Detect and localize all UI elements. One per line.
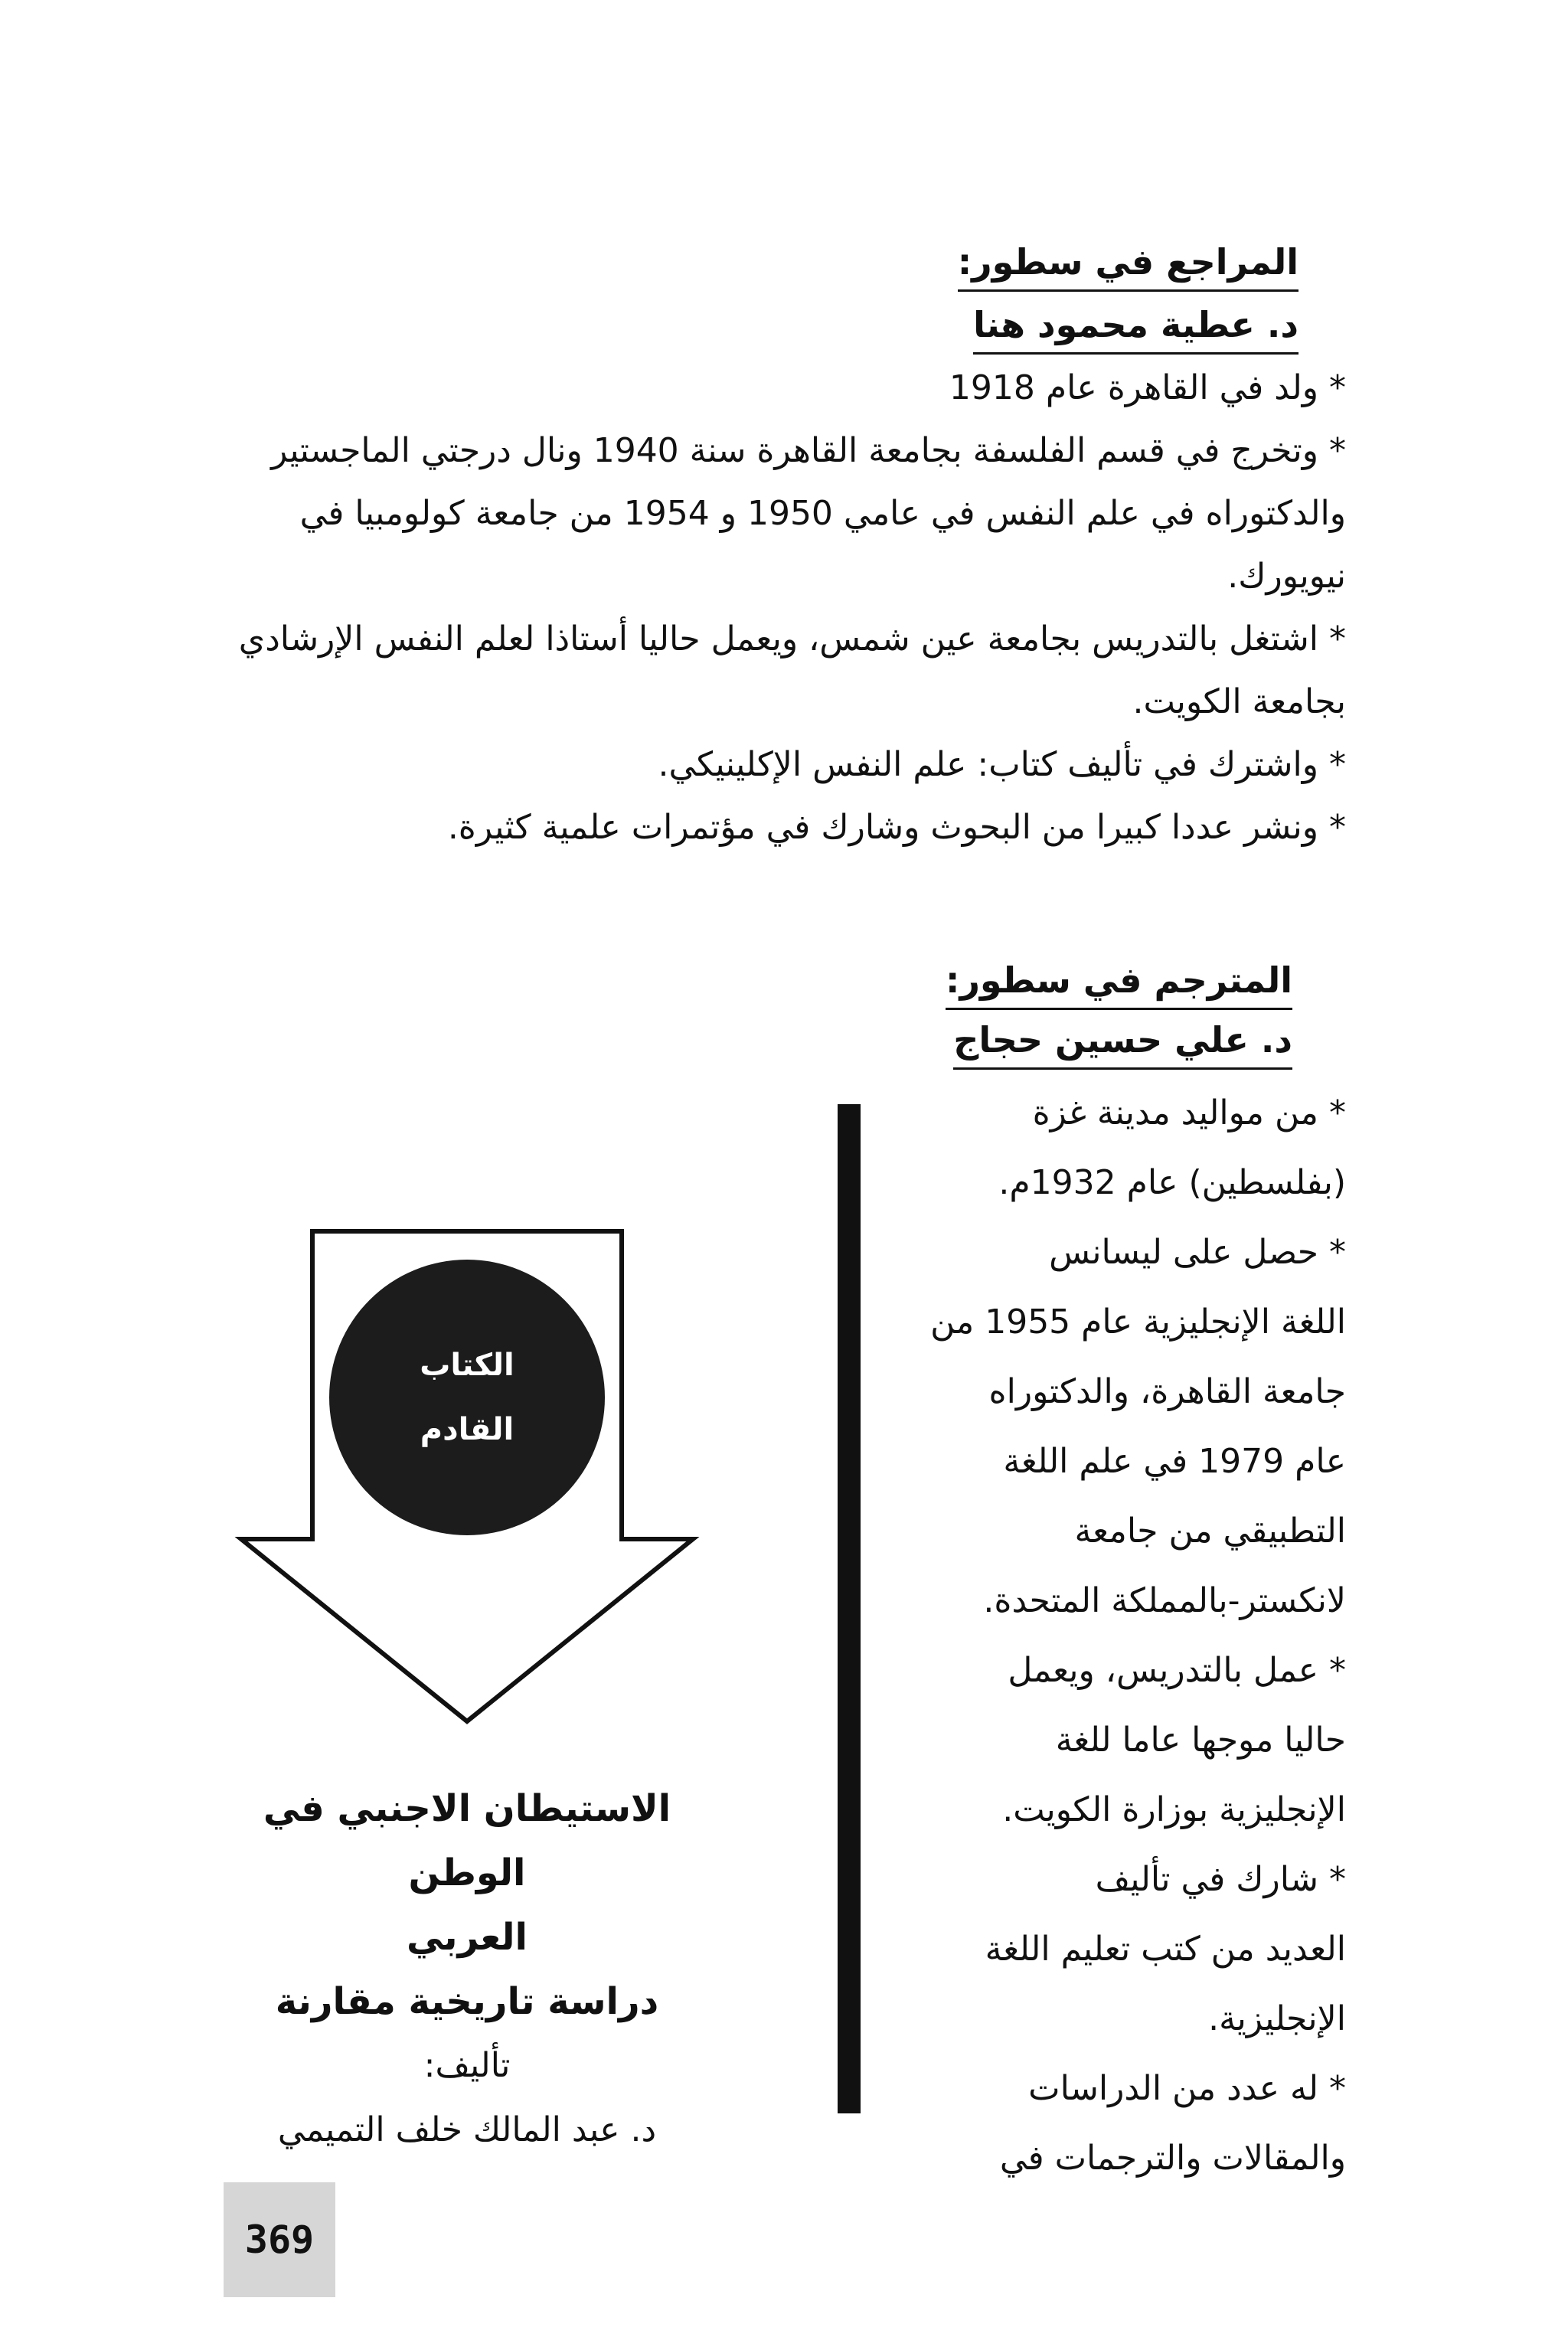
translator-line: الإنجليزية. (1208, 1999, 1346, 2038)
next-book-title-cont: العربي (406, 1916, 528, 1959)
translator-line: * من مواليد مدينة غزة (1032, 1093, 1346, 1133)
translator-line: اللغة الإنجليزية عام 1955 من (930, 1302, 1346, 1342)
column-divider (838, 1104, 861, 2113)
translator-heading: المترجم في سطور: (946, 956, 1292, 1010)
translator-line: * شارك في تأليف (1095, 1860, 1346, 1899)
translator-line: (بفلسطين) عام 1932م. (998, 1163, 1346, 1202)
translator-line: جامعة القاهرة، والدكتوراه (988, 1372, 1346, 1411)
translator-line: حاليا موجها عاما للغة (1055, 1721, 1346, 1760)
bio-paragraph: * واشترك في تأليف كتاب: علم النفس الإكلينيكي. (658, 745, 1346, 784)
next-book-info (222, 1776, 712, 2162)
next-book-badge (329, 1260, 605, 1535)
translator-line: * عمل بالتدريس، ويعمل (1008, 1651, 1346, 1690)
next-book-title: الاستيطان الاجنبي في الوطن (263, 1787, 671, 1894)
page-number: 369 (224, 2182, 335, 2297)
translator-line: * حصل على ليسانس (1049, 1233, 1346, 1272)
author-label: تأليف: (423, 2046, 511, 2085)
author-bio (220, 357, 1346, 859)
translator-name: د. علي حسين حجاج (953, 1015, 1292, 1070)
translator-line: لانكستر-بالمملكة المتحدة. (983, 1581, 1346, 1620)
translator-line: الإنجليزية بوزارة الكويت. (1002, 1790, 1346, 1829)
translator-line: العديد من كتب تعليم اللغة (985, 1930, 1346, 1969)
translator-line: والمقالات والترجمات في (999, 2139, 1346, 2178)
authors-heading: المراجع في سطور: (958, 237, 1298, 292)
next-book-author: د. عبد المالك خلف التميمي (277, 2110, 657, 2149)
bio-paragraph: * ولد في القاهرة عام 1918 (949, 368, 1346, 407)
translator-bio (894, 1078, 1346, 2193)
translator-line: التطبيقي من جامعة (1074, 1512, 1346, 1551)
badge-line-1: الكتاب (420, 1348, 514, 1383)
next-book-subtitle: دراسة تاريخية مقارنة (275, 1980, 659, 2023)
translator-line: * له عدد من الدراسات (1028, 2069, 1346, 2108)
author-name: د. عطية محمود هنا (973, 300, 1298, 355)
badge-line-2: القادم (420, 1412, 514, 1447)
bio-paragraph: * ونشر عددا كبيرا من البحوث وشارك في مؤتمرات علمية كثيرة. (447, 808, 1346, 847)
bio-paragraph: * اشتغل بالتدريس بجامعة عين شمس، ويعمل حاليا أستاذا لعلم النفس الإرشادي بجامعة الكويت. (238, 619, 1346, 721)
bio-paragraph: * وتخرج في قسم الفلسفة بجامعة القاهرة سنة 1940 ونال درجتي الماجستير والدكتوراه في علم النفس في عامي 1950 و 1954 من جامعة كولومبيا في نيويورك. (271, 431, 1346, 596)
translator-line: عام 1979 في علم اللغة (1003, 1442, 1346, 1481)
